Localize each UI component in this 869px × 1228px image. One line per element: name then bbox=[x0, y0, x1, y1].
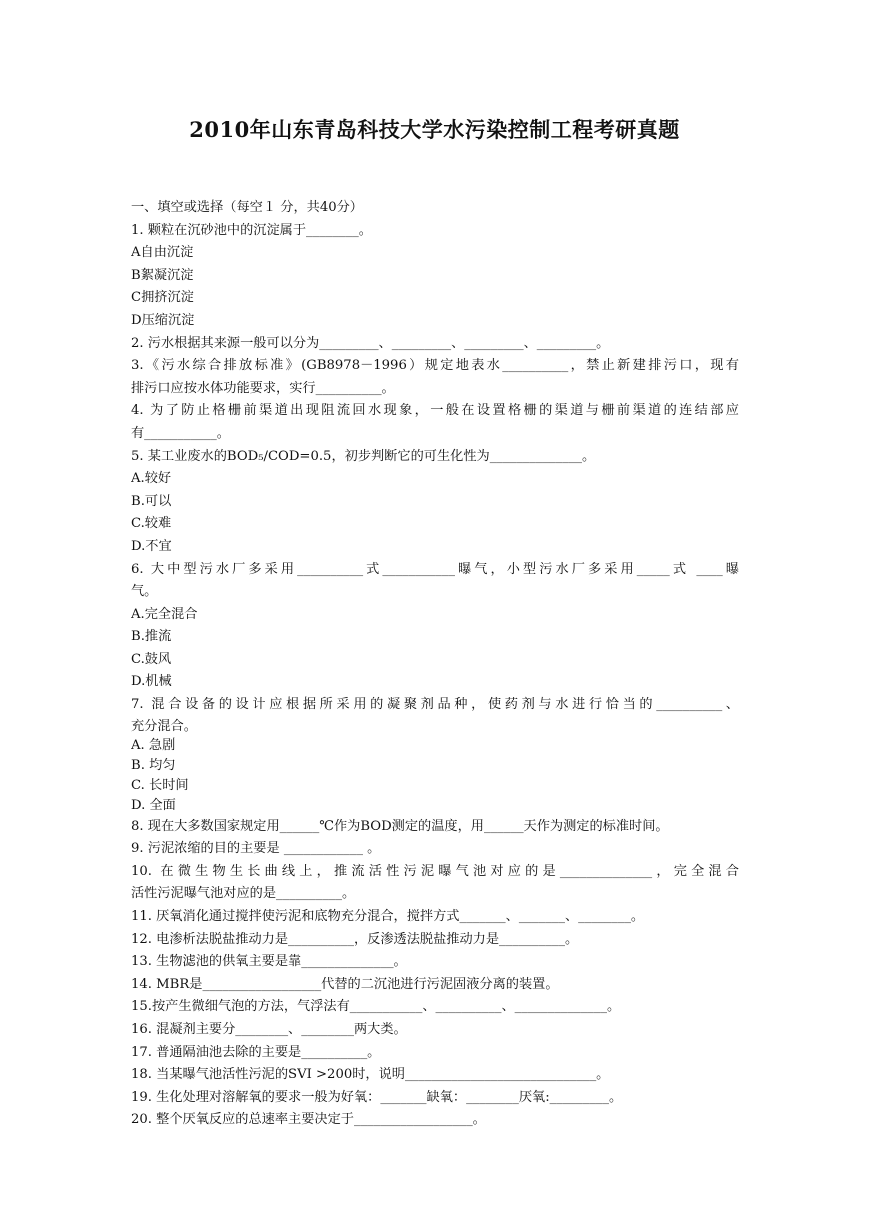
question-6: 6. 大中型污水厂多采用__________式___________曝气，小型污水厂多采用_____式 ____曝 bbox=[131, 561, 739, 577]
question-5: 5. 某工业废水的BOD₅/COD=0.5，初步判断它的可生化性为______________。 bbox=[131, 448, 596, 464]
option-c: C.较难 bbox=[131, 516, 172, 532]
question-7: 7. 混合设备的设计应根据所采用的凝聚剂品种，使药剂与水进行恰当的__________、 bbox=[131, 697, 739, 713]
option-b: B.推流 bbox=[131, 629, 172, 645]
option-c: C.鼓风 bbox=[131, 651, 172, 667]
question-11: 11. 厌氧消化通过搅拌使污泥和底物充分混合，搅拌方式_______、_______、________。 bbox=[131, 909, 645, 925]
question-14: 14. MBR是__________________代替的二沉池进行污泥固液分离的装置。 bbox=[131, 976, 559, 992]
option-c: C. 长时间 bbox=[131, 778, 189, 794]
question-12: 12. 电渗析法脱盐推动力是__________，反渗透法脱盐推动力是__________。 bbox=[131, 931, 579, 947]
question-9: 9. 污泥浓缩的目的主要是 ____________ 。 bbox=[131, 841, 381, 857]
question-7-cont: 充分混合。 bbox=[131, 718, 197, 734]
question-17: 17. 普通隔油池去除的主要是__________。 bbox=[131, 1044, 381, 1060]
option-d: D. 全面 bbox=[131, 797, 176, 813]
question-19: 19. 生化处理对溶解氧的要求一般为好氧：_______缺氧：________厌氧:_________。 bbox=[131, 1089, 623, 1105]
question-3: 3.《污水综合排放标准》(GB8978－1996）规定地表水__________，禁止新建排污口，现有 bbox=[131, 358, 739, 374]
option-b: B絮凝沉淀 bbox=[131, 267, 194, 283]
option-a: A.完全混合 bbox=[131, 606, 198, 622]
document-title: 2010年山东青岛科技大学水污染控制工程考研真题 bbox=[189, 117, 680, 142]
question-13: 13. 生物滤池的供氧主要是靠______________。 bbox=[131, 954, 407, 970]
option-a: A.较好 bbox=[131, 471, 172, 487]
question-4: 4. 为了防止格栅前渠道出现阻流回水现象，一般在设置格栅的渠道与栅前渠道的连结部应 bbox=[131, 403, 739, 419]
option-a: A自由沉淀 bbox=[131, 245, 194, 261]
option-a: A. 急剧 bbox=[131, 738, 176, 754]
question-10: 10. 在微生物生长曲线上，推流活性污泥曝气池对应的是______________，完全混合 bbox=[131, 863, 739, 879]
question-16: 16. 混凝剂主要分________、________两大类。 bbox=[131, 1021, 407, 1037]
question-4-cont: 有___________。 bbox=[131, 425, 230, 441]
option-b: B.可以 bbox=[131, 493, 172, 509]
question-2: 2. 污水根据其来源一般可以分为_________、_________、_________、_________。 bbox=[131, 335, 610, 351]
option-b: B. 均匀 bbox=[131, 758, 176, 774]
option-d: D.不宜 bbox=[131, 538, 172, 554]
question-15: 15.按产生微细气泡的方法，气浮法有___________、__________、______________。 bbox=[131, 999, 621, 1015]
question-1: 1. 颗粒在沉砂池中的沉淀属于________。 bbox=[131, 222, 372, 238]
option-d: D压缩沉淀 bbox=[131, 312, 195, 328]
question-10-cont: 活性污泥曝气池对应的是__________。 bbox=[131, 886, 356, 902]
question-body bbox=[131, 197, 739, 1132]
question-20: 20. 整个厌氧反应的总速率主要决定于__________________。 bbox=[131, 1112, 486, 1128]
section-heading: 一、填空或选择（每空１ 分，共40分） bbox=[131, 200, 363, 215]
question-6-cont: 气。 bbox=[131, 584, 158, 600]
option-c: C拥挤沉淀 bbox=[131, 290, 194, 306]
question-8: 8. 现在大多数国家规定用______℃作为BOD测定的温度，用______天作为测定的标准时间。 bbox=[131, 818, 669, 834]
question-18: 18. 当某曝气池活性污泥的SVI >200时，说明_____________________________。 bbox=[131, 1067, 610, 1083]
question-3-cont: 排污口应按水体功能要求，实行__________。 bbox=[131, 380, 395, 396]
option-d: D.机械 bbox=[131, 674, 172, 690]
